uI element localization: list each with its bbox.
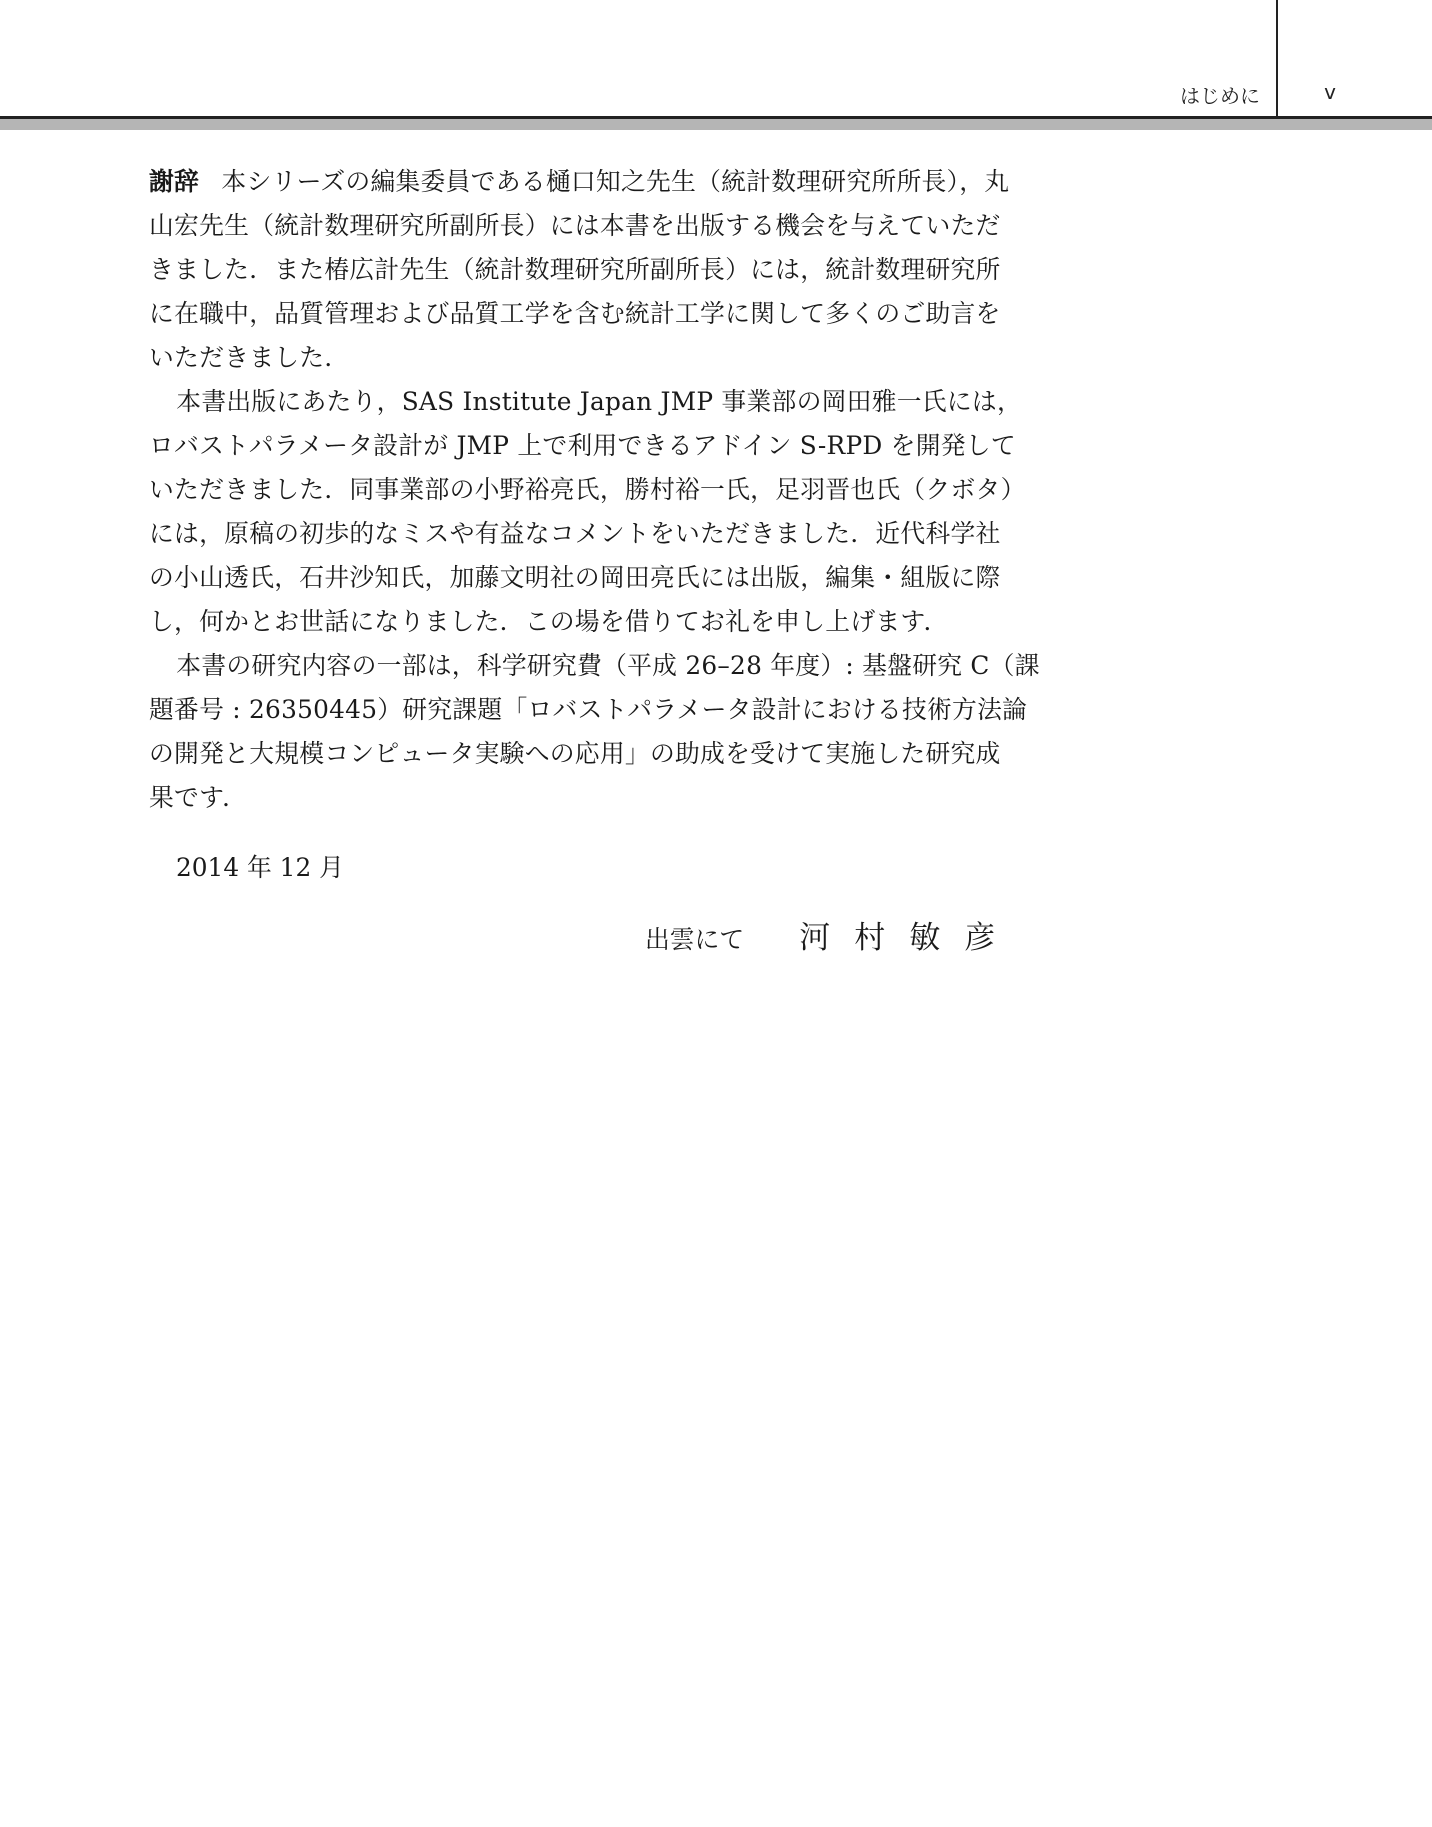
author-name: 河村敏彦: [799, 920, 1020, 956]
date-line: 2014 年 12 月: [176, 853, 344, 882]
text-line: 果です．: [149, 783, 248, 812]
page-number: v: [1324, 80, 1336, 104]
text-line: 本シリーズの編集委員である樋口知之先生（統計数理研究所所長），丸: [221, 167, 1010, 196]
text-line: いただきました．: [149, 343, 350, 372]
text-line: 題番号 : 26350445）研究課題「ロバストパラメータ設計における技術方法論: [149, 695, 1028, 724]
section-heading: 謝辞: [149, 167, 200, 196]
text-line: の開発と大規模コンピュータ実験への応用」の助成を受けて実施した研究成: [149, 739, 1001, 768]
header-vertical-rule: [1276, 0, 1278, 116]
signature-block: [645, 912, 1065, 957]
text-line: 本書出版にあたり，SAS Institute Japan JMP 事業部の岡田雅一氏には，: [176, 387, 1022, 416]
header-band: [0, 119, 1432, 130]
text-line: いただきました．同事業部の小野裕亮氏，勝村裕一氏，足羽晋也氏（クボタ）: [149, 475, 1026, 504]
text-line: きました．また椿広計先生（統計数理研究所副所長）には，統計数理研究所: [149, 255, 1001, 284]
text-line: には，原稿の初歩的なミスや有益なコメントをいただきました．近代科学社: [149, 519, 1001, 548]
paragraph-1: [149, 160, 1055, 380]
text-line: に在職中，品質管理および品質工学を含む統計工学に関して多くのご助言を: [149, 299, 1001, 328]
text-line: の小山透氏，石井沙知氏，加藤文明社の岡田亮氏には出版，編集・組版に際: [149, 563, 1001, 592]
acknowledgments-section: [149, 160, 1055, 820]
text-line: ロバストパラメータ設計が JMP 上で利用できるアドイン S-RPD を開発して: [149, 431, 1016, 460]
paragraph-3: [149, 644, 1055, 820]
text-line: し，何かとお世話になりました．この場を借りてお礼を申し上げます．: [149, 607, 949, 636]
text-line: 本書の研究内容の一部は，科学研究費（平成 26–28 年度）: 基盤研究 C（課: [176, 651, 1040, 680]
text-line: 山宏先生（統計数理研究所副所長）には本書を出版する機会を与えていただ: [149, 211, 1001, 240]
paragraph-2: [149, 380, 1055, 644]
signature-place: 出雲にて: [645, 925, 745, 954]
page-header: [0, 0, 1432, 130]
running-head: はじめに: [1180, 84, 1260, 108]
